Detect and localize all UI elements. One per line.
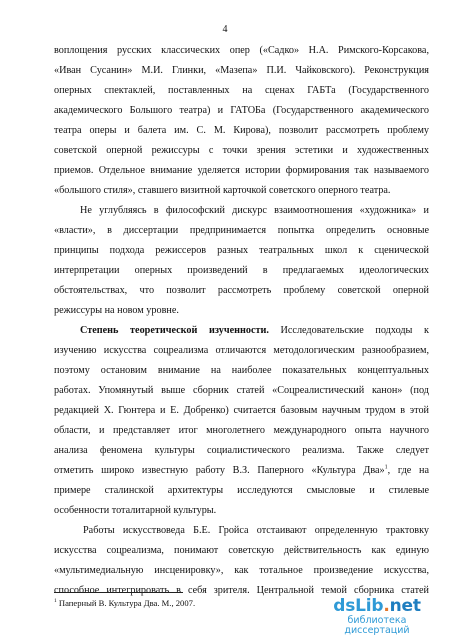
text-line: советской оперной режиссуры с точки зрения эстетики и художественных: [54, 145, 429, 156]
footnote-marker: 1: [54, 598, 57, 605]
dslib-watermark[interactable]: [322, 598, 432, 635]
text-line: театра оперы и балета им. С. М. Кирова), позволит рассмотреть проблему: [54, 125, 429, 136]
text-line: воплощения русских классических опер («Садко» Н.А. Римского-Корсакова,: [54, 45, 429, 56]
text-line: Работы искусствоведа Б.Е. Гройса отстаивают определенную трактовку: [83, 525, 429, 536]
footnote-divider: [54, 592, 183, 593]
page-number: 4: [222, 24, 228, 35]
section-heading: Степень теоретической изученности.: [80, 325, 269, 336]
text-line: «власти», в диссертации предпринимается попытка определить основные: [54, 225, 429, 236]
text-line: способное интегрировать в себя зрителя. Центральной темой сборника статей: [54, 585, 429, 596]
text-line: академического Большого театра) и ГАТОБа (Государственного академического: [54, 105, 429, 116]
dslib-subtitle: библиотека диссертаций: [344, 615, 410, 636]
text-line: изучению искусства соцреализма отличаются методологическим разнообразием,: [54, 345, 429, 356]
text-line: отметить широко известную работу В.З. Паперного «Культура Два»$^1$, где на: [54, 464, 429, 476]
text-line: обстоятельствах, что позволит рассмотреть проблему советской оперной: [54, 285, 429, 296]
text-line: «мультимедиальную инсценировку», как тотальное произведение искусства,: [54, 565, 429, 576]
text-line: работах. Упомянутый выше сборник статей «Соцреалистический канон» (под: [54, 385, 429, 396]
text-line: искусства соцреализма, понимают советскую действительность как единую: [54, 545, 429, 556]
footnote-reference[interactable]: 1: [384, 464, 388, 471]
text-line: особенности тоталитарной культуры.: [54, 505, 217, 516]
text-line: принципы подхода режиссеров разных театральных школ к сценической: [54, 245, 429, 256]
text-line: интерпретации оперных произведений в предлагаемых идеологических: [54, 265, 429, 276]
text-line: анализа феномена культуры социалистического реализма. Также следует: [54, 445, 429, 456]
text-line: Не углубляясь в философский дискурс взаимоотношения «художника» и: [80, 205, 429, 216]
text-line: поэтому остановим внимание на наиболее показательных концептуальных: [54, 365, 429, 376]
text-line: Степень теоретической изученности. Исследовательские подходы к: [80, 325, 429, 336]
text-line: приемов. Отдельное внимание уделяется истории формирования так называемого: [54, 165, 429, 176]
text-line: примере сталинской архитектуры исследуются смысловые и стилевые: [54, 485, 429, 496]
dslib-logo: dsLib.net: [333, 596, 421, 616]
text-line: оперных спектаклей, поставленных на сценах ГАБТа (Государственного: [54, 85, 429, 96]
text-line: режиссуры на новом уровне.: [54, 305, 179, 316]
text-line: редакцией Х. Гюнтера и Е. Добренко) считается базовым научным трудом в этой: [54, 405, 429, 416]
text-line: области, и представляет итог многолетнего международного опыта научного: [54, 425, 429, 436]
footnote-text: Паперный В. Культура Два. М., 2007.: [56, 598, 196, 608]
text-line: «Иван Сусанин» М.И. Глинки, «Мазепа» П.И. Чайковского). Реконструкция: [54, 65, 429, 76]
text-line: «большого стиля», ставшего визитной карточкой советского оперного театра.: [54, 185, 391, 196]
footnote: [54, 598, 195, 609]
